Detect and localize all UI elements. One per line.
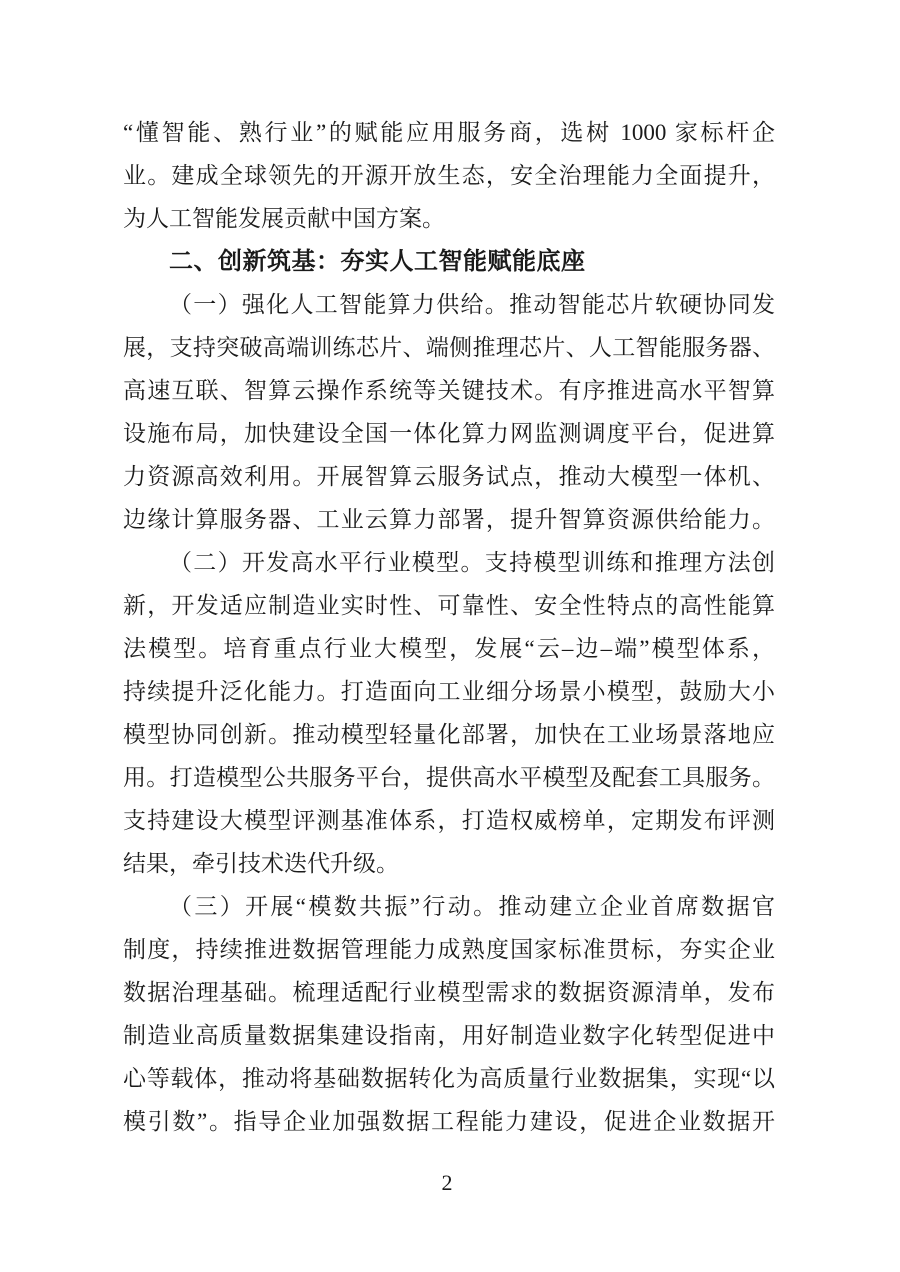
paragraph-line: 高速互联、智算云操作系统等关键技术。有序推进高水平智算 <box>123 378 775 403</box>
paragraph-line: 力资源高效利用。开展智算云服务试点，推动大模型一体机、 <box>123 464 775 489</box>
paragraph-line: 心等载体，推动将基础数据转化为高质量行业数据集，实现“以 <box>123 1066 775 1091</box>
paragraph-line: 用。打造模型公共服务平台，提供高水平模型及配套工具服务。 <box>123 765 775 790</box>
paragraph-line: 新，开发适应制造业实时性、可靠性、安全性特点的高性能算 <box>123 593 775 618</box>
paragraph-line: 数据治理基础。梳理适配行业模型需求的数据资源清单，发布 <box>123 980 775 1005</box>
document-body <box>123 111 775 1143</box>
paragraph-line: 法模型。培育重点行业大模型，发展“云–边–端”模型体系， <box>123 636 775 661</box>
paragraph-line: （二）开发高水平行业模型。支持模型训练和推理方法创 <box>169 550 775 575</box>
paragraph-line: 边缘计算服务器、工业云算力部署，提升智算资源供给能力。 <box>123 507 775 532</box>
paragraph-line: 持续提升泛化能力。打造面向工业细分场景小模型，鼓励大小 <box>123 679 775 704</box>
paragraph-line: 结果，牵引技术迭代升级。 <box>123 851 399 876</box>
paragraph-line: 设施布局，加快建设全国一体化算力网监测调度平台，促进算 <box>123 421 775 446</box>
paragraph-line: 模引数”。指导企业加强数据工程能力建设，促进企业数据开 <box>123 1109 775 1134</box>
paragraph-line: （一）强化人工智能算力供给。推动智能芯片软硬协同发 <box>169 292 775 317</box>
paragraph-line: 展，支持突破高端训练芯片、端侧推理芯片、人工智能服务器、 <box>123 335 775 360</box>
paragraph-line: 支持建设大模型评测基准体系，打造权威榜单，定期发布评测 <box>123 808 775 833</box>
page-number: 2 <box>441 1170 453 1195</box>
paragraph-line: 模型协同创新。推动模型轻量化部署，加快在工业场景落地应 <box>123 722 775 747</box>
paragraph-line: 为人工智能发展贡献中国方案。 <box>123 206 445 231</box>
paragraph-line: 制造业高质量数据集建设指南，用好制造业数字化转型促进中 <box>123 1023 775 1048</box>
paragraph-line: “懂智能、熟行业”的赋能应用服务商，选树 1000 家标杆企 <box>123 120 775 145</box>
paragraph-line: （三）开展“模数共振”行动。推动建立企业首席数据官 <box>169 894 775 919</box>
section-heading: 二、创新筑基：夯实人工智能赋能底座 <box>169 248 586 275</box>
paragraph-line: 业。建成全球领先的开源开放生态，安全治理能力全面提升， <box>123 163 775 188</box>
paragraph-line: 制度，持续推进数据管理能力成熟度国家标准贯标，夯实企业 <box>123 937 775 962</box>
